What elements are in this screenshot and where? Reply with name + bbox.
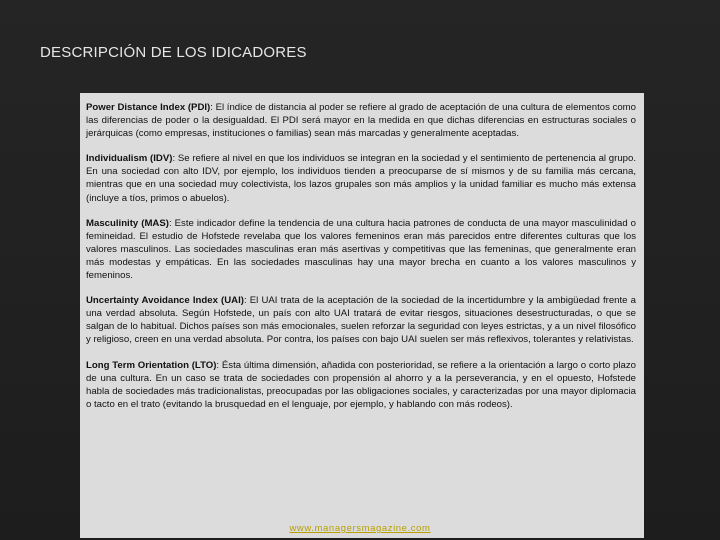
paragraph-uai	[86, 294, 636, 346]
description-uai: : El UAI trata de la aceptación de la sociedad de la incertidumbre y la ambigüedad frente a una verdad absoluta. Según Hofstede, un país con alto UAI tratará de evitar riesgos, situaciones desestructuradas, o que se salgan de lo habitual. Dichos países son más emocionales, suelen reforzar la seguridad con leyes estrictas, y a un nivel filosófico y religioso, creen en una verdad absoluta. Por contra, los países con bajo UAI suelen ser más reflexivos, tolerantes y relativistas.	[86, 295, 636, 346]
term-uai: Uncertainty Avoidance Index (UAI)	[86, 295, 244, 307]
paragraph-mas	[86, 217, 636, 282]
footer-website-link[interactable]: www.managersmagazine.com	[289, 523, 431, 534]
description-idv: : Se refiere al nivel en que los individuos se integran en la sociedad y el sentimiento de pertenencia al grupo. En una sociedad con alto IDV, por ejemplo, los individuos tienden a preocuparse de sí mismos y de su familia más cercana, mientras que en una sociedad muy colectivista, los lazos grupales son más amplios y la unidad familiar es mucho más extensa (incluye a tíos, primos o abuelos).	[86, 153, 637, 204]
paragraph-pdi	[86, 101, 636, 140]
paragraph-idv	[86, 152, 636, 204]
term-pdi: Power Distance Index (PDI)	[86, 102, 211, 113]
term-idv: Individualism (IDV)	[86, 153, 173, 165]
term-mas: Masculinity (MAS)	[86, 217, 169, 229]
description-lto: : Ésta última dimensión, añadida con posterioridad, se refiere a la orientación a largo o corto plazo de una cultura. En un caso se trata de sociedades con propensión al ahorro y a la perseverancia, y en el opuesto, Hofstede habla de sociedades más tradicionalistas, preocupadas por las obligaciones sociales, y caracterizadas por una mayor diplomacia o tacto en el trato (evitando la brusquedad en el lenguaje, por ejemplo, y hablando con más rodeos).	[86, 359, 636, 410]
content-box	[80, 93, 644, 538]
description-mas: : Este indicador define la tendencia de una cultura hacia patrones de conducta de una mayor masculinidad o femineidad. El estudio de Hofstede revelaba que los valores femeninos eran más parecidos entre diferentes culturas que los valores masculinos. Las sociedades masculinas eran más asertivas y competitivas que las femeninas, que generalmente eran más modestas y empáticas. En las sociedades masculinas hay una mayor brecha en cuanto a los valores masculinos y femeninos.	[86, 217, 636, 282]
term-lto: Long Term Orientation (LTO)	[86, 359, 217, 371]
description-pdi: : El índice de distancia al poder se refiere al grado de aceptación de una cultura de elementos como las diferencias de poder o la desigualdad. El PDI será mayor en la medida en que dichas diferencias en estructuras sociales o jerárquicas (como empresas, instituciones o familias) sean más marcadas y generalmente aceptadas.	[86, 102, 636, 140]
slide-title: DESCRIPCIÓN DE LOS IDICADORES	[40, 44, 307, 61]
paragraph-lto	[86, 359, 636, 411]
